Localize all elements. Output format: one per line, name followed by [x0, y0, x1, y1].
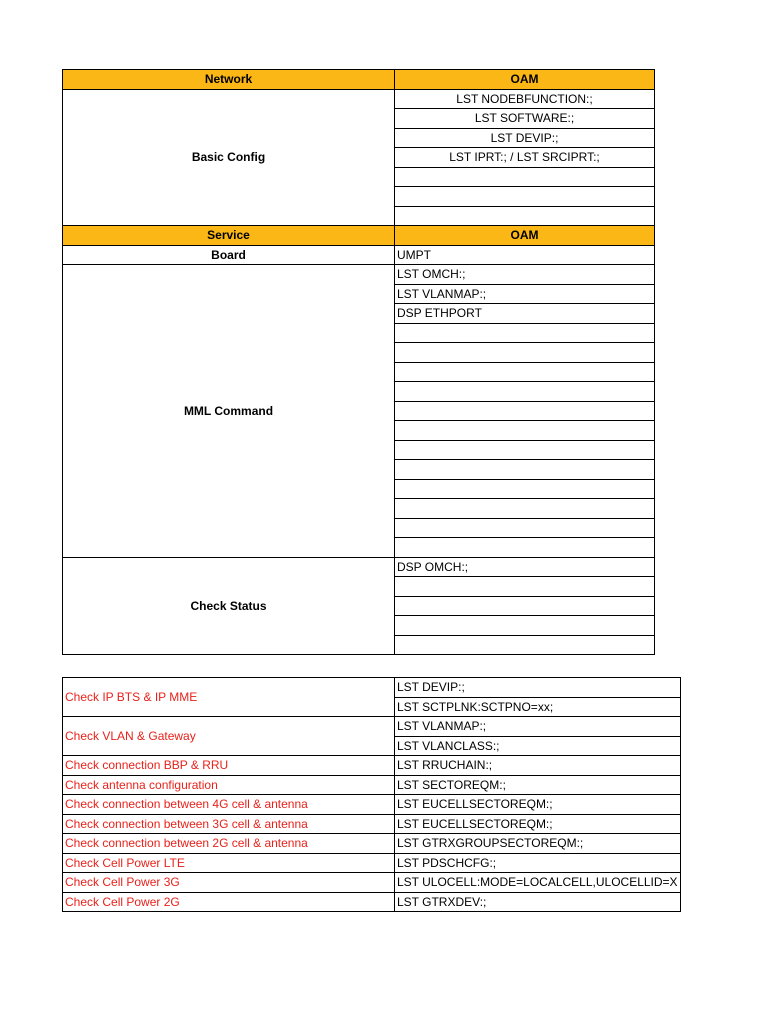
check-row	[63, 717, 681, 737]
command-cell	[395, 577, 655, 597]
command-cell: LST NODEBFUNCTION:;	[395, 89, 655, 109]
section_network-header-right: OAM	[395, 70, 655, 90]
check-label: Check connection between 4G cell & antenna	[63, 795, 395, 815]
check-row	[63, 756, 681, 776]
check-row	[63, 853, 681, 873]
mml-command-label: MML Command	[63, 265, 395, 558]
command-cell	[395, 362, 655, 382]
section_network-header-left: Network	[63, 70, 395, 90]
check-command: LST EUCELLSECTOREQM:;	[395, 795, 681, 815]
check-commands-table	[62, 677, 681, 912]
check-command: LST SECTOREQM:;	[395, 775, 681, 795]
check-row	[63, 795, 681, 815]
check-command: LST GTRXDEV:;	[395, 892, 681, 912]
command-cell	[395, 518, 655, 538]
check-label: Check Cell Power LTE	[63, 853, 395, 873]
check-command: LST RRUCHAIN:;	[395, 756, 681, 776]
section_service-header-row	[63, 226, 655, 246]
table-row	[63, 265, 655, 285]
check-label: Check VLAN & Gateway	[63, 717, 395, 756]
command-cell: LST OMCH:;	[395, 265, 655, 285]
check-label: Check Cell Power 3G	[63, 873, 395, 893]
board-label: Board	[63, 245, 395, 265]
command-cell: LST IPRT:; / LST SRCIPRT:;	[395, 148, 655, 168]
command-cell	[395, 499, 655, 519]
check-label: Check antenna configuration	[63, 775, 395, 795]
check-row	[63, 892, 681, 912]
board-row	[63, 245, 655, 265]
command-cell: DSP OMCH:;	[395, 557, 655, 577]
command-cell	[395, 167, 655, 187]
check-row	[63, 834, 681, 854]
board-value: UMPT	[395, 245, 655, 265]
command-cell	[395, 401, 655, 421]
section_service-header-right: OAM	[395, 226, 655, 246]
command-cell	[395, 440, 655, 460]
command-cell: LST VLANMAP:;	[395, 284, 655, 304]
check-label: Check connection between 2G cell & antenna	[63, 834, 395, 854]
section_network-header-row	[63, 70, 655, 90]
check-label: Check connection between 3G cell & antenna	[63, 814, 395, 834]
table-row	[63, 89, 655, 109]
check-label: Check connection BBP & RRU	[63, 756, 395, 776]
command-cell	[395, 479, 655, 499]
command-cell: LST SOFTWARE:;	[395, 109, 655, 129]
check-row	[63, 678, 681, 698]
check-row	[63, 873, 681, 893]
check-command: LST SCTPLNK:SCTPNO=xx;	[395, 697, 681, 717]
command-cell	[395, 323, 655, 343]
check-command: LST DEVIP:;	[395, 678, 681, 698]
command-cell	[395, 187, 655, 207]
check-command: LST EUCELLSECTOREQM:;	[395, 814, 681, 834]
command-cell	[395, 538, 655, 558]
oam-config-table	[62, 69, 655, 655]
command-cell: LST DEVIP:;	[395, 128, 655, 148]
command-cell	[395, 616, 655, 636]
section_service-header-left: Service	[63, 226, 395, 246]
check-command: LST ULOCELL:MODE=LOCALCELL,ULOCELLID=X	[395, 873, 681, 893]
check-command: LST PDSCHCFG:;	[395, 853, 681, 873]
basic-config-label: Basic Config	[63, 89, 395, 226]
command-cell	[395, 343, 655, 363]
command-cell	[395, 421, 655, 441]
command-cell	[395, 635, 655, 655]
check-status-label: Check Status	[63, 557, 395, 655]
command-cell	[395, 460, 655, 480]
check-row	[63, 775, 681, 795]
command-cell	[395, 206, 655, 226]
check-label: Check IP BTS & IP MME	[63, 678, 395, 717]
command-cell	[395, 596, 655, 616]
check-command: LST VLANMAP:;	[395, 717, 681, 737]
check-command: LST GTRXGROUPSECTOREQM:;	[395, 834, 681, 854]
table-row	[63, 557, 655, 577]
command-cell	[395, 382, 655, 402]
check-label: Check Cell Power 2G	[63, 892, 395, 912]
check-row	[63, 814, 681, 834]
check-command: LST VLANCLASS:;	[395, 736, 681, 756]
command-cell: DSP ETHPORT	[395, 304, 655, 324]
